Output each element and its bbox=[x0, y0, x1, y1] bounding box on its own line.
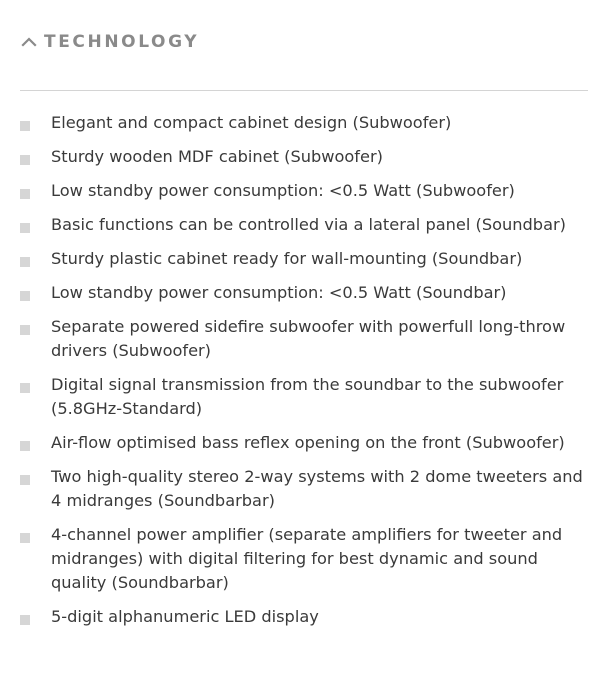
feature-item bbox=[20, 213, 592, 237]
feature-text: Two high-quality stereo 2-way systems with 2 dome tweeters and 4 midranges (Soundbarbar) bbox=[51, 467, 583, 510]
square-bullet-icon bbox=[20, 291, 30, 301]
square-bullet-icon bbox=[20, 383, 30, 393]
feature-text: Separate powered sidefire subwoofer with powerfull long-throw drivers (Subwoofer) bbox=[51, 317, 566, 360]
feature-text: Elegant and compact cabinet design (Subwoofer) bbox=[51, 113, 452, 132]
square-bullet-icon bbox=[20, 441, 30, 451]
feature-item bbox=[20, 247, 592, 271]
feature-item bbox=[20, 523, 592, 595]
section-divider bbox=[20, 90, 588, 91]
square-bullet-icon bbox=[20, 325, 30, 335]
square-bullet-icon bbox=[20, 475, 30, 485]
feature-item bbox=[20, 315, 592, 363]
feature-text: 4-channel power amplifier (separate amplifiers for tweeter and midranges) with digital filtering for best dynamic and sound quality (Soundbarbar) bbox=[51, 525, 563, 592]
feature-list bbox=[20, 111, 592, 639]
section-title[interactable]: TECHNOLOGY bbox=[44, 32, 200, 52]
feature-text: Sturdy wooden MDF cabinet (Subwoofer) bbox=[51, 147, 383, 166]
feature-item bbox=[20, 179, 592, 203]
square-bullet-icon bbox=[20, 533, 30, 543]
square-bullet-icon bbox=[20, 257, 30, 267]
chevron-up-icon[interactable] bbox=[20, 35, 38, 49]
feature-item bbox=[20, 145, 592, 169]
feature-text: Low standby power consumption: <0.5 Watt (Soundbar) bbox=[51, 283, 507, 302]
feature-item bbox=[20, 605, 592, 629]
feature-text: Basic functions can be controlled via a lateral panel (Soundbar) bbox=[51, 215, 566, 234]
feature-text: 5-digit alphanumeric LED display bbox=[51, 607, 319, 626]
feature-text: Low standby power consumption: <0.5 Watt (Subwoofer) bbox=[51, 181, 515, 200]
feature-item bbox=[20, 431, 592, 455]
square-bullet-icon bbox=[20, 155, 30, 165]
feature-item bbox=[20, 465, 592, 513]
section-toggle[interactable] bbox=[20, 28, 199, 56]
feature-text: Sturdy plastic cabinet ready for wall-mounting (Soundbar) bbox=[51, 249, 523, 268]
feature-item bbox=[20, 373, 592, 421]
square-bullet-icon bbox=[20, 189, 30, 199]
square-bullet-icon bbox=[20, 223, 30, 233]
feature-item bbox=[20, 111, 592, 135]
square-bullet-icon bbox=[20, 615, 30, 625]
feature-item bbox=[20, 281, 592, 305]
feature-text: Digital signal transmission from the soundbar to the subwoofer (5.8GHz-Standard) bbox=[51, 375, 564, 418]
square-bullet-icon bbox=[20, 121, 30, 131]
feature-text: Air-flow optimised bass reflex opening on the front (Subwoofer) bbox=[51, 433, 565, 452]
